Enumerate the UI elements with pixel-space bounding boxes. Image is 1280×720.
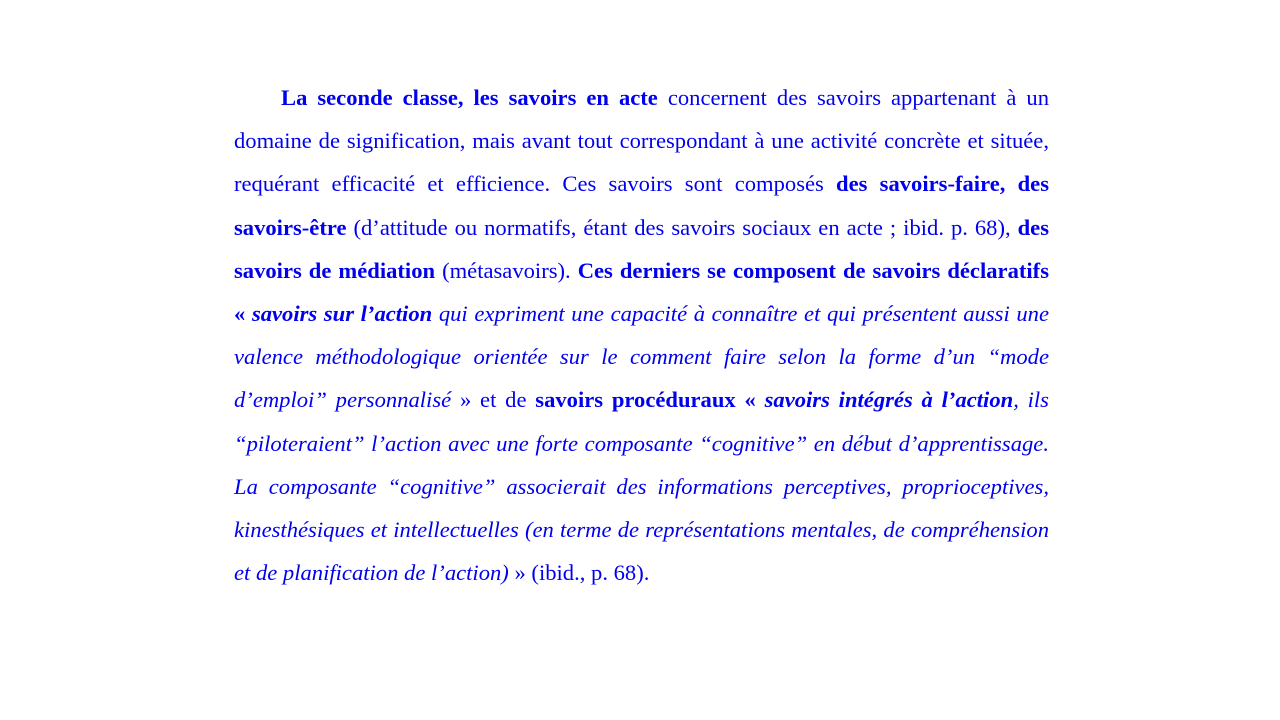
text-run: » et de [451,387,536,413]
text-run: concernent des savoirs appartenant à un domaine de signification, mais avant tout correspondant à une activité concrète et située, requérant efficacité et efficience. Ces savoirs sont composés [234,85,1049,197]
text-run: (métasavoirs). [435,257,578,283]
bold-italic-savoirs-sur-action: savoirs sur l’action [251,301,433,327]
body-paragraph [234,76,1049,594]
italic-quote-declaratifs: qui expriment une capacité à connaître et qui présentent aussi une valence méthodologique orientée sur le comment faire selon la forme d’un “mode d’emploi” personnalisé [234,301,1049,413]
bold-phrase-savoirs-mediation: des savoirs de médiation [234,214,1049,283]
bold-phrase-savoirs-en-acte: La seconde classe, les savoirs en acte [281,85,658,110]
bold-phrase-savoirs-proceduraux: savoirs procéduraux « [535,387,765,413]
bold-phrase-savoirs-faire-etre: des savoirs-faire, des savoirs-être [234,171,1049,240]
bold-italic-savoirs-integres: savoirs intégrés à l’action [764,387,1014,413]
italic-quote-proceduraux: , ils “piloteraient” l’action avec une forte composante “cognitive” en début d’apprentissage. La composante “cognitive” associerait des informations perceptives, proprioceptives, kinesthésiques et intellectuelles (en terme de représentations mentales, de compréhension et de planification de l’action) [234,387,1049,586]
text-run-citation: » (ibid., p. 68). [508,560,650,586]
bold-phrase-savoirs-declaratifs: Ces derniers se composent de savoirs déclaratifs « [234,257,1049,327]
text-run: (d’attitude ou normatifs, étant des savoirs sociaux en acte ; ibid. p. 68), [346,214,1018,240]
